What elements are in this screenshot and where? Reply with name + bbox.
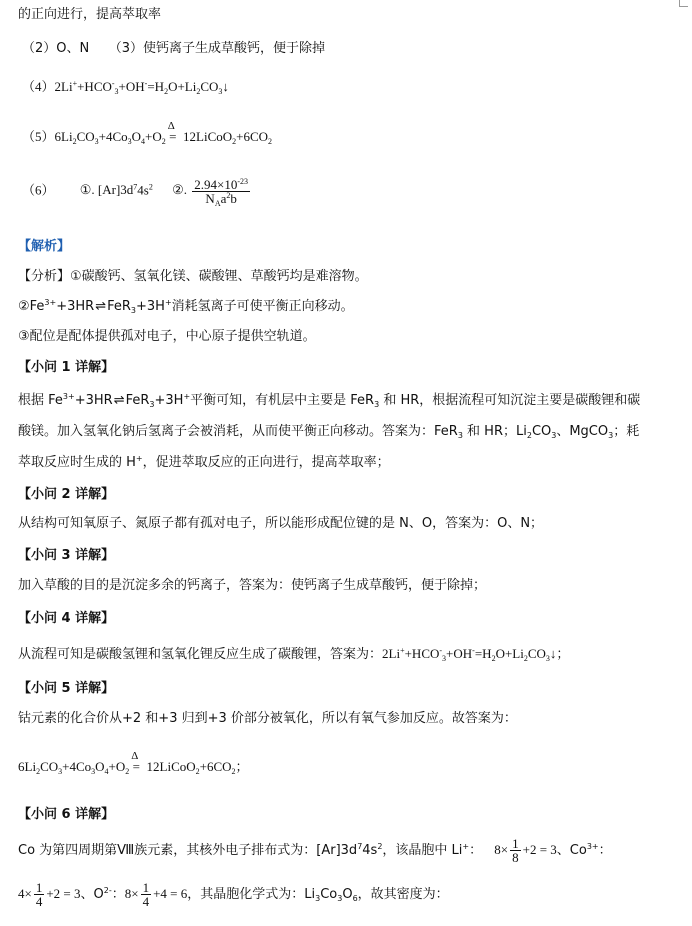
math: +2 = 3 xyxy=(522,842,557,857)
math: 4× xyxy=(18,886,32,901)
sup: 3+ xyxy=(44,298,57,307)
formula: 12LiCoO xyxy=(146,759,196,774)
formula: CO xyxy=(527,646,546,661)
reversible-arrow-icon: ⇌ xyxy=(95,299,107,314)
sub: 3 xyxy=(91,767,96,776)
text: 萃取反应时生成的 H xyxy=(18,455,136,470)
sub: 2 xyxy=(161,137,166,146)
text: 消耗氢离子可使平衡正向移动。 xyxy=(171,299,354,314)
formula: CO xyxy=(76,129,95,144)
text: 、O xyxy=(80,887,104,902)
sup: 3+ xyxy=(586,842,599,851)
sub: 4 xyxy=(141,137,146,146)
denominator xyxy=(192,191,250,208)
text: 根据 Fe xyxy=(18,393,63,408)
sup: - xyxy=(472,646,475,655)
sup: + xyxy=(72,79,78,88)
sub: 6 xyxy=(352,894,358,903)
math: 8× xyxy=(124,886,139,901)
sup: + xyxy=(400,646,405,655)
label: （6） xyxy=(22,182,55,198)
text: N xyxy=(205,191,215,206)
subquestion-2-header xyxy=(18,486,114,504)
formula: +4Co xyxy=(98,129,128,144)
sub: 3 xyxy=(218,87,223,96)
analysis-point-3 xyxy=(18,328,316,346)
subquestion-1-line-1 xyxy=(18,392,640,410)
subquestion-1-header xyxy=(18,359,114,377)
math: 8× xyxy=(494,842,509,857)
label: ②. xyxy=(172,182,188,198)
text: Co 为第四周期第Ⅷ族元素，其核外电子排布式为：[Ar]3d xyxy=(18,843,358,858)
text: +3HR xyxy=(74,393,113,408)
sup: + xyxy=(462,842,470,851)
fraction xyxy=(34,881,45,908)
text: 【小问 3 详解】 xyxy=(18,548,115,563)
sup: 3+ xyxy=(62,392,75,401)
equals-sign: = xyxy=(169,129,177,144)
answer-line-continuation xyxy=(18,6,161,24)
text: （2）O、N （3）使钙离子生成草酸钙，便于除掉 xyxy=(22,41,325,56)
delta-symbol: Δ xyxy=(167,120,175,132)
formula: ； xyxy=(235,759,249,774)
text: O xyxy=(342,887,353,902)
text: 【小问 5 详解】 xyxy=(18,681,115,696)
fraction xyxy=(141,881,152,908)
subquestion-5-header xyxy=(18,680,114,698)
subquestion-6-line-2 xyxy=(18,880,449,909)
sub: 3 xyxy=(114,87,119,96)
sup: 7 xyxy=(133,182,138,192)
text: ②Fe xyxy=(18,299,45,314)
formula: 12LiCoO xyxy=(183,129,233,144)
subquestion-5-equation xyxy=(18,750,249,776)
text: 【解析】 xyxy=(18,239,71,254)
formula: 4s xyxy=(137,182,149,198)
formula: ↓ xyxy=(222,79,229,94)
sup: 2 xyxy=(377,842,383,851)
sub: 2 xyxy=(523,654,528,663)
subquestion-6-line-1 xyxy=(18,836,612,865)
formula: =H xyxy=(474,646,492,661)
answer-q4 xyxy=(22,78,229,96)
formula: +4Co xyxy=(62,759,92,774)
formula: 6Li xyxy=(54,129,73,144)
math: +4 = 6 xyxy=(153,886,188,901)
sup: -23 xyxy=(237,177,249,186)
text: 钴元素的化合价从+2 和+3 归到+3 价部分被氧化，所以有氧气参加反应。故答案为： xyxy=(18,711,517,726)
sub: 3 xyxy=(457,431,463,440)
text: +3H xyxy=(154,393,184,408)
equals-sign: = xyxy=(132,759,140,774)
text: ；耗 xyxy=(613,424,640,439)
sub: A xyxy=(214,199,221,208)
text: ③配位是配体提供孤对电子，中心原子提供空轨道。 xyxy=(18,329,316,344)
denominator: 4 xyxy=(35,894,43,909)
sup: + xyxy=(183,392,191,401)
text: 从结构可知氧原子、氮原子都有孤对电子，所以能形成配位键的是 N、O，答案为：O、N； xyxy=(18,516,544,531)
sub: 2 xyxy=(231,767,236,776)
text: CO xyxy=(531,424,552,439)
sub: 3 xyxy=(58,767,63,776)
sub: 3 xyxy=(545,654,550,663)
text: +3HR xyxy=(56,299,95,314)
reversible-arrow-icon: ⇌ xyxy=(113,393,125,408)
answer-q5 xyxy=(22,120,273,146)
sub: 3 xyxy=(130,306,137,315)
formula: 2Li xyxy=(382,646,401,661)
sup: - xyxy=(111,79,115,88)
formula: +6CO xyxy=(236,129,269,144)
sup: 2 xyxy=(148,182,153,192)
sub: 2 xyxy=(36,767,41,776)
analysis-fenxi xyxy=(18,268,368,286)
formula: +HCO xyxy=(404,646,440,661)
sub: 3 xyxy=(442,654,447,663)
formula: +HCO xyxy=(77,79,112,94)
text: 【小问 6 详解】 xyxy=(18,807,115,822)
sup: 2- xyxy=(103,886,112,895)
text: 【小问 2 详解】 xyxy=(18,487,115,502)
sup: 2 xyxy=(226,191,231,200)
text: 2.94×10 xyxy=(194,177,238,192)
formula: ↓； xyxy=(549,646,570,661)
numerator: 1 xyxy=(142,880,150,895)
label: （5） xyxy=(22,129,55,144)
text: 【小问 4 详解】 xyxy=(18,611,115,626)
subquestion-1-line-3 xyxy=(18,454,390,472)
text: 和 HR，根据流程可知沉淀主要是碳酸锂和碳 xyxy=(379,393,641,408)
delta-symbol: Δ xyxy=(131,750,139,762)
sub: 4 xyxy=(104,767,109,776)
subquestion-4-text xyxy=(18,645,569,664)
text: ，其晶胞化学式为：Li xyxy=(187,887,316,902)
sub: 2 xyxy=(196,87,201,96)
text: 平衡可知，有机层中主要是 FeR xyxy=(190,393,375,408)
text: ，故其密度为： xyxy=(357,887,449,902)
text: 、MgCO xyxy=(556,424,609,439)
sup: + xyxy=(164,298,172,307)
answer-q6 xyxy=(22,177,252,208)
formula: +6CO xyxy=(199,759,232,774)
formula: +O xyxy=(108,759,126,774)
text: FeR xyxy=(107,299,131,314)
text: 从流程可知是碳酸氢锂和氢氧化锂反应生成了碳酸锂，答案为： xyxy=(18,647,383,662)
formula: +O xyxy=(145,129,162,144)
sub: 3 xyxy=(337,894,343,903)
formula: O+Li xyxy=(168,79,197,94)
formula: O+Li xyxy=(495,646,524,661)
sub: 2 xyxy=(491,654,496,663)
sub: 2 xyxy=(195,767,200,776)
text: +3H xyxy=(136,299,165,314)
text: 【小问 1 详解】 xyxy=(18,360,115,375)
formula: 2Li xyxy=(54,79,73,94)
sub: 2 xyxy=(72,137,77,146)
text: ，该晶胞中 Li xyxy=(382,843,463,858)
numerator: 1 xyxy=(512,836,519,851)
formula: +OH xyxy=(446,646,473,661)
sub: 3 xyxy=(315,894,321,903)
formula: O xyxy=(131,129,142,144)
numerator xyxy=(192,178,250,192)
sub: 3 xyxy=(149,400,155,409)
sub: 2 xyxy=(232,137,237,146)
sub: 2 xyxy=(164,87,169,96)
answer-q2-q3 xyxy=(22,40,325,58)
sub: 3 xyxy=(608,431,614,440)
text: ： xyxy=(598,843,612,858)
sub: 3 xyxy=(551,431,557,440)
fraction xyxy=(510,837,521,864)
analysis-point-2 xyxy=(18,298,354,316)
heating-condition xyxy=(129,750,143,776)
sup: 7 xyxy=(357,842,363,851)
formula: CO xyxy=(200,79,219,94)
text: 加入草酸的目的是沉淀多余的钙离子，答案为：使钙离子生成草酸钙，便于除掉； xyxy=(18,578,487,593)
text: 【分析】①碳酸钙、氢氧化镁、碳酸锂、草酸钙均是难溶物。 xyxy=(18,269,368,284)
text: Co xyxy=(320,887,338,902)
denominator: 8 xyxy=(512,850,519,865)
subquestion-5-text xyxy=(18,710,517,728)
subquestion-1-line-2 xyxy=(18,423,639,441)
heating-condition xyxy=(166,120,180,146)
formula: =H xyxy=(147,79,165,94)
sup: - xyxy=(439,646,443,655)
sup: + xyxy=(135,454,143,463)
formula: CO xyxy=(40,759,59,774)
equation xyxy=(382,646,569,661)
label: （4） xyxy=(22,79,55,94)
text: 的正向进行，提高萃取率 xyxy=(18,7,162,22)
text: FeR xyxy=(125,393,150,408)
text: a xyxy=(220,191,227,206)
text: b xyxy=(230,191,237,206)
subquestion-2-text xyxy=(18,515,543,533)
sub: 2 xyxy=(268,137,273,146)
density-fraction xyxy=(192,177,250,208)
analysis-header xyxy=(18,238,70,256)
subquestion-4-header xyxy=(18,610,114,628)
sub: 3 xyxy=(94,137,99,146)
text: ，促进萃取反应的正向进行，提高萃取率； xyxy=(142,455,390,470)
formula: ①. [Ar]3d xyxy=(79,182,134,198)
subquestion-3-text xyxy=(18,577,486,595)
text: 和 HR；Li xyxy=(462,424,527,439)
sub: 3 xyxy=(374,400,380,409)
sub: 2 xyxy=(526,431,532,440)
text: 酸镁。加入氢氧化钠后氢离子会被消耗，从而使平衡正向移动。答案为：FeR xyxy=(18,424,458,439)
formula: 6Li xyxy=(18,759,37,774)
page-corner-mark xyxy=(679,0,688,7)
formula: O xyxy=(95,759,105,774)
sub: 3 xyxy=(127,137,132,146)
sub: 2 xyxy=(125,767,130,776)
numerator: 1 xyxy=(35,880,43,895)
denominator: 4 xyxy=(142,894,150,909)
text: 4s xyxy=(362,843,378,858)
text: ： xyxy=(469,843,483,858)
subquestion-6-header xyxy=(18,806,114,824)
formula: +OH xyxy=(118,79,145,94)
sup: - xyxy=(144,79,148,88)
text: ： xyxy=(111,887,125,902)
math: +2 = 3 xyxy=(46,886,81,901)
subquestion-3-header xyxy=(18,547,114,565)
text: 、Co xyxy=(556,843,587,858)
